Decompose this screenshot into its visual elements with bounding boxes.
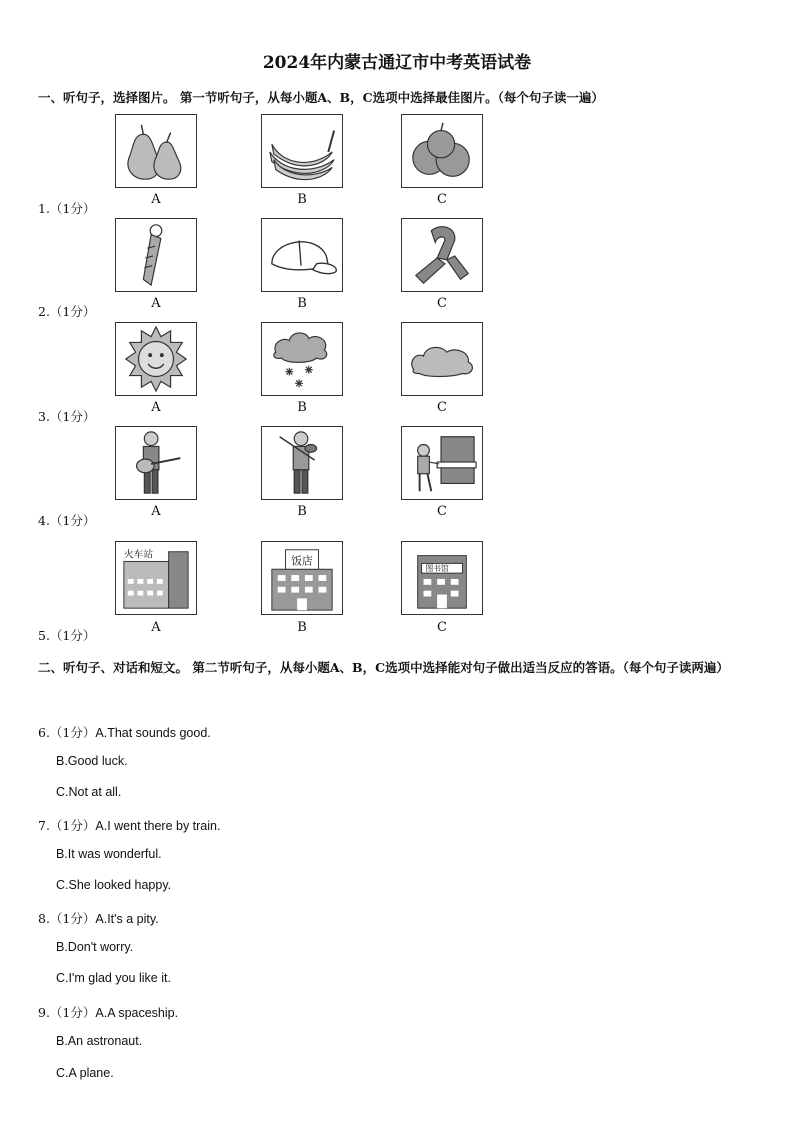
question-number: 4.（1分） <box>38 513 96 528</box>
question-number: 5.（1分） <box>38 628 96 643</box>
violin-player-icon[interactable] <box>261 426 343 500</box>
question-line <box>38 1003 178 1021</box>
option-b[interactable]: B.It was wonderful. <box>56 847 162 861</box>
option-a[interactable]: A.I went there by train. <box>95 819 221 833</box>
option-letter: C <box>437 296 447 311</box>
piano-player-icon[interactable] <box>401 426 483 500</box>
option-letter: A <box>151 620 161 635</box>
option-letter: A <box>151 296 161 311</box>
question-number: 9.（1分） <box>38 1005 96 1020</box>
option-letter: B <box>297 192 307 207</box>
library-icon[interactable] <box>401 541 483 615</box>
option-c[interactable]: C.Not at all. <box>56 785 122 799</box>
restaurant-icon[interactable] <box>261 541 343 615</box>
sun-icon[interactable] <box>115 322 197 396</box>
option-a[interactable]: A.That sounds good. <box>95 726 211 740</box>
option-letter: C <box>437 400 447 415</box>
section2-heading: 二、听句子、对话和短文。 第二节听句子，从每小题A、B，C选项中选择能对句子做出适当反应的答语。（每个句子读两遍） <box>38 660 729 675</box>
pears-icon[interactable] <box>115 114 197 188</box>
cap-icon[interactable] <box>261 218 343 292</box>
sign-text: 饭店 <box>291 554 313 568</box>
option-a[interactable]: A.A spaceship. <box>95 1006 179 1020</box>
option-b[interactable]: B.Don't worry. <box>56 940 134 954</box>
question-number: 6.（1分） <box>38 725 96 740</box>
question-line <box>38 816 220 834</box>
question-number: 2.（1分） <box>38 304 96 319</box>
train-station-icon[interactable] <box>115 541 197 615</box>
option-a[interactable]: A.It's a pity. <box>95 912 159 926</box>
question-number: 7.（1分） <box>38 818 96 833</box>
option-c[interactable]: C.I'm glad you like it. <box>56 971 171 985</box>
option-b[interactable]: B.An astronaut. <box>56 1034 143 1048</box>
option-letter: C <box>437 504 447 519</box>
option-letter: B <box>297 296 307 311</box>
guitar-player-icon[interactable] <box>115 426 197 500</box>
option-letter: C <box>437 620 447 635</box>
page-title: 2024年内蒙古通辽市中考英语试卷 <box>262 53 532 73</box>
snow-icon[interactable] <box>261 322 343 396</box>
question-line <box>38 723 211 741</box>
section1-heading: 一、听句子，选择图片。 第一节听句子，从每小题A、B，C选项中选择最佳图片。（每个句子读一遍） <box>38 90 604 105</box>
tie-icon[interactable] <box>115 218 197 292</box>
option-letter: A <box>151 192 161 207</box>
option-letter: B <box>297 400 307 415</box>
option-c[interactable]: C.A plane. <box>56 1066 114 1080</box>
option-b[interactable]: B.Good luck. <box>56 754 128 768</box>
cloud-icon[interactable] <box>401 322 483 396</box>
bananas-icon[interactable] <box>261 114 343 188</box>
option-letter: B <box>297 504 307 519</box>
option-letter: C <box>437 192 447 207</box>
question-line <box>38 909 159 927</box>
option-letter: A <box>151 400 161 415</box>
question-number: 8.（1分） <box>38 911 96 926</box>
apples-icon[interactable] <box>401 114 483 188</box>
scarf-icon[interactable] <box>401 218 483 292</box>
sign-text: 图书馆 <box>425 564 449 574</box>
sign-text: 火车站 <box>123 549 154 561</box>
option-c[interactable]: C.She looked happy. <box>56 878 172 892</box>
question-number: 3.（1分） <box>38 409 96 424</box>
option-letter: A <box>151 504 161 519</box>
question-number: 1.（1分） <box>38 201 96 216</box>
option-letter: B <box>297 620 307 635</box>
